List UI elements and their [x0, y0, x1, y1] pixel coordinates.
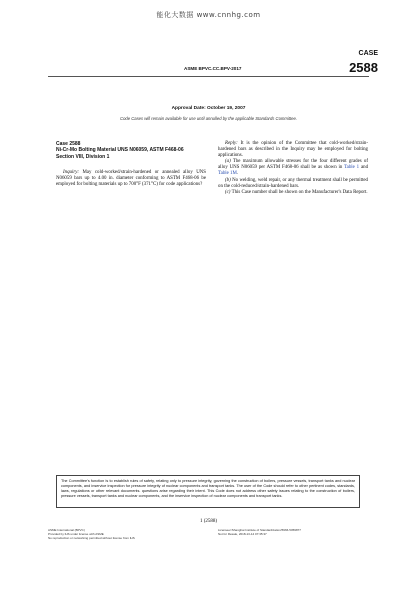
availability-note: Code Cases will remain available for use until annulled by the applicable Standards Committee.: [120, 116, 297, 121]
item-a-text: The maximum allowable stresses for the four different grades of alloy UNS N06059 per ASTM F468-06 shall be as shown in: [218, 159, 368, 171]
page-number: 1 (2588): [199, 519, 218, 524]
header-divider: [48, 76, 369, 77]
inquiry-label: Inquiry:: [63, 170, 80, 175]
item-a-end: .: [236, 171, 239, 177]
watermark-text: 能化大数据 www.cnnhg.com: [156, 11, 261, 19]
item-b-text: No welding, weld repair, or any thermal treatment shall be permitted on the cold-reduced/strain-hardened bars.: [218, 177, 368, 189]
case-title-block: [56, 141, 206, 160]
case-title: Case 2588: [56, 141, 81, 147]
case-number: 2588: [349, 60, 378, 75]
reply-label: Reply:: [225, 141, 238, 146]
item-a-label: (a): [225, 159, 231, 165]
committee-disclaimer-box: [56, 475, 360, 508]
copyright-line-3: No reproduction or networking permitted without license from IHS: [48, 535, 135, 540]
reply-section: [218, 141, 368, 196]
case-section: Section VIII, Division 1: [56, 153, 110, 160]
copyright-line-2: Provided by IHS under license with ASME: [48, 531, 104, 536]
case-label: CASE: [358, 50, 378, 57]
copyright-line-1: ASME International (BPVC): [48, 528, 85, 532]
inquiry-paragraph: [56, 170, 206, 188]
item-c-label: (c): [225, 189, 231, 195]
document-reference: ASME BPVC.CC.BPV-2017: [184, 66, 242, 71]
table-1-link[interactable]: Table 1: [344, 165, 360, 171]
copyright-notice: [48, 529, 135, 540]
licensee-line-1: Licensee=Shanghai Institute of Standardization/5966-5059877: [218, 528, 301, 532]
table-1m-link[interactable]: Table 1M: [218, 171, 237, 177]
case-subject: Ni-Cr-Mo Bolting Material UNS N06059, ASTM F468-06: [56, 147, 184, 154]
reply-text: It is the opinion of the Committee that cold-worked/strain-hardened bars as described in the Inquiry may be employed for bolting applications.: [218, 141, 368, 159]
item-c-text: This Case number shall be shown on the Manufacturer's Data Report.: [231, 189, 368, 195]
licensee-line-2: Not for Resale, 2018-13-14 07:35:37: [218, 531, 267, 536]
item-b-label: (b): [225, 177, 231, 183]
approval-date: Approval Date: October 19, 2007: [171, 106, 246, 111]
item-a-and: and: [360, 165, 369, 171]
committee-disclaimer-text: The Committee's function is to establish rules of safety, relating only to pressure integrity, governing the construction of boilers, pressure vessels, transport tanks and nuclear components, and inservice inspection for pressure integrity of nuclear components and transport tanks. The user of the Code should refer to other pertinent codes, standards, laws, regulations or other relevant documents. questions arise regarding their intent. This Code does not address other safety issues relating to the construction of boilers, pressure vessels, transport tanks and nuclear components, and the inservice inspection of nuclear components and transport tanks.: [61, 479, 355, 499]
inquiry-text: May cold-worked/strain-hardened or annealed alloy UNS N06059 bars up to 4.00 in. diameter conforming to ASTM F468-06 be employed for bolting materials up to 700°F (371°C) for code applications?: [56, 170, 206, 188]
licensee-notice: [218, 529, 301, 537]
